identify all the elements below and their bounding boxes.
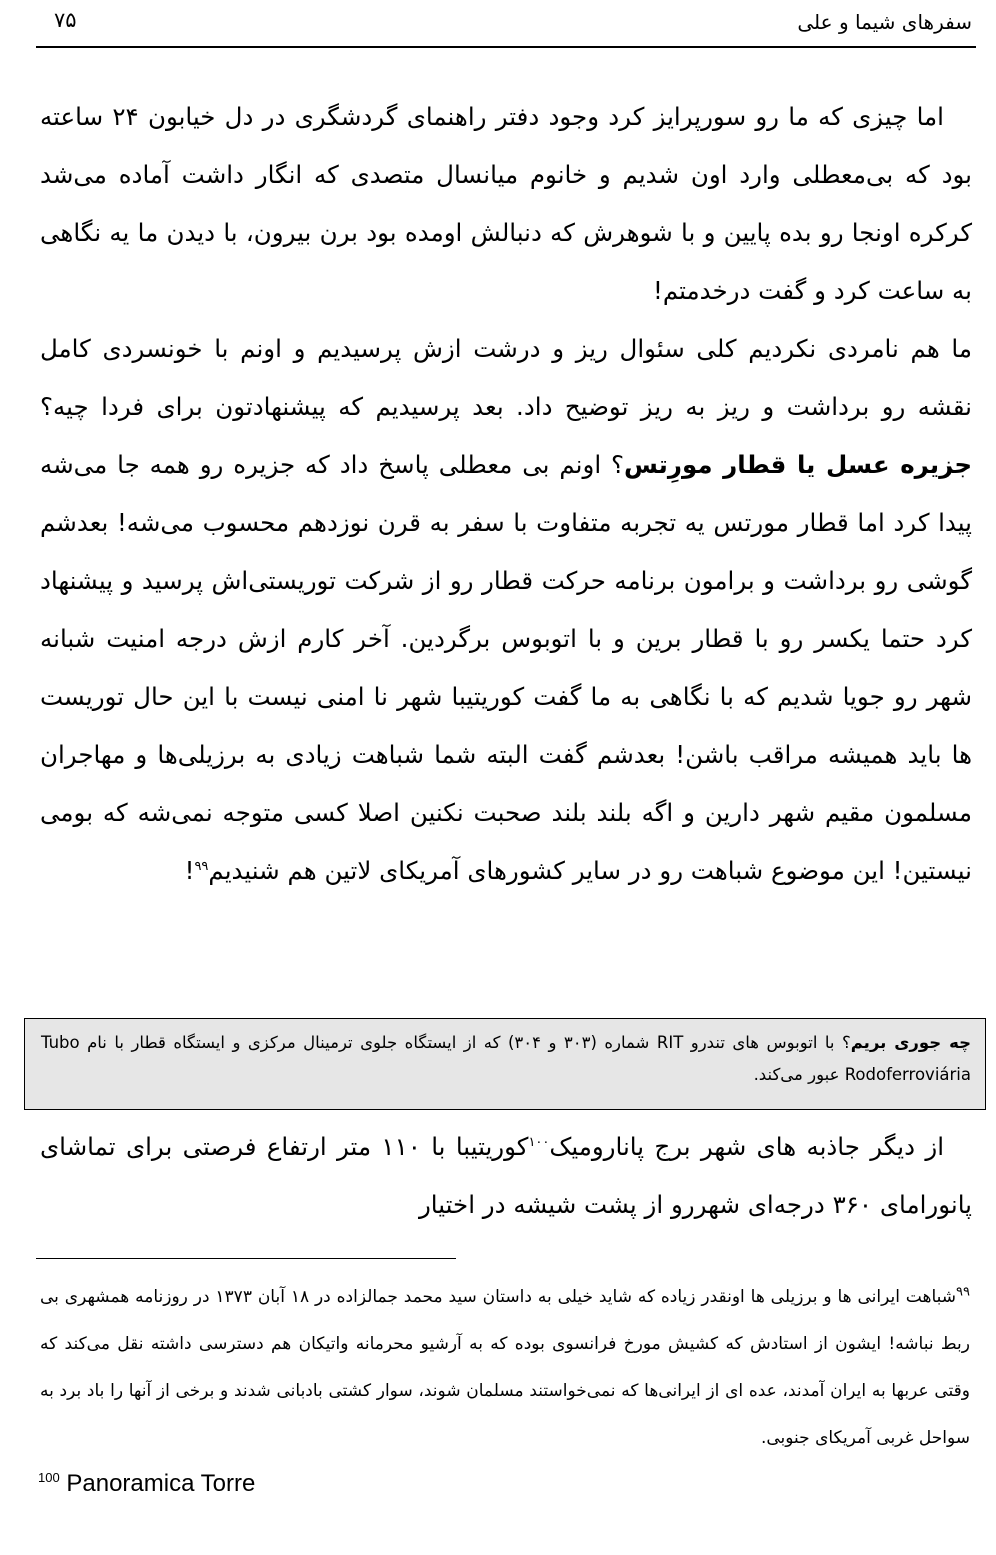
paragraph-1	[40, 88, 972, 320]
footnote-99-text: شباهت ایرانی ها و برزیلی ها اونقدر زیاده که شاید خیلی به داستان سید محمد جمالزاده در ۱۸ آبان ۱۳۷۳ در روزنامه همشهری بی ربط نباشه! ایشون از استادش که کشیش مورخ فرانسوی بوده که به آرشیو محرمانه واتیکان هم دسترسی داشته نقل می‌کند که وقتی عربها به ایران آمدند، عده ای از ایرانی‌ها که نمی‌خواستند مسلمان شوند، سوار کشتی بادبانی شدند و برخی از آنها را باد برد به سواحل غربی آمریکای جنوبی.	[40, 1287, 970, 1448]
main-text	[40, 88, 972, 900]
footnote-99	[40, 1274, 970, 1462]
page-header	[36, 0, 976, 48]
paragraph-3-start: از دیگر جاذبه های شهر برج پاناروميک	[549, 1132, 944, 1161]
how-to-go-text: ؟ با اتوبوس های تندرو RIT شماره (۳۰۳ و ۳۰۴) که از ایستگاه جلوی ترمینال مرکزی و ایستگاه قطار با نام Tubo Rodoferroviária عبور می‌کند.	[41, 1033, 971, 1084]
paragraph-3	[40, 1118, 972, 1234]
paragraph-3-end: کوریتیبا با ۱۱۰ متر ارتفاع فرصتی برای تماشای پانورامای ۳۶۰ درجه‌ای شهررو از پشت شیشه در اختیار	[40, 1132, 972, 1219]
footnote-99-mark: ۹۹	[956, 1284, 970, 1300]
page-number: ۷۵	[54, 8, 77, 32]
footnote-ref-100[interactable]: ۱۰۰	[528, 1134, 550, 1150]
bold-question: جزیره عسل یا قطار مورِتس	[624, 450, 972, 479]
book-title: سفرهای شیما و علی	[797, 10, 972, 34]
paragraph-1-text: اما چیزی که ما رو سورپرایز کرد وجود دفتر راهنمای گردشگری در دل خیابون ۲۴ ساعته بود که بی‌معطلی وارد اون شدیم و خانوم میانسال متصدی که انگار داشت آماده می‌شد کرکره اونجا رو بده پایین و با شوهرش که دنبالش اومده بود برن بیرون، با دیدن ما یه نگاهی به ساعت کرد و گفت درخدمتم!	[40, 102, 972, 305]
paragraph-2	[40, 320, 972, 900]
how-to-go-box	[24, 1018, 986, 1110]
paragraph-2-start: ما هم نامردی نکردیم کلی سئوال ریز و درشت ازش پرسیدیم و اونم با خونسردی کامل نقشه رو برداشت و ریز به ریز توضیح داد. بعد پرسیدیم که پیشنهادتون برای فردا چیه؟	[40, 334, 972, 421]
how-to-go-label: چه جوری بریم	[850, 1033, 972, 1052]
paragraph-2-end: !	[184, 856, 195, 885]
footnote-100-text: Panoramica Torre	[59, 1470, 256, 1497]
footnote-100-mark: 100	[38, 1470, 60, 1485]
footnote-100	[38, 1470, 255, 1498]
footnote-ref-99[interactable]: ۹۹	[194, 858, 209, 874]
footnote-divider	[36, 1258, 456, 1259]
paragraph-2-middle: ؟ اونم بی معطلی پاسخ داد که جزیره رو همه جا می‌شه پیدا کرد اما قطار مورتس یه تجربه متفاوت با سفر به قرن نوزدهم محسوب می‌شه! بعدشم گوشی رو برداشت و برامون برنامه حرکت قطار رو از شرکت توریستی‌اش پرسید و پیشنهاد کرد حتما یکسر رو با قطار برین و با اتوبوس برگردین. آخر کارم ازش درجه امنیت شبانه شهر رو جویا شدیم که با نگاهی به ما گفت کوریتیبا شهر نا امنی نیست با این حال توریست ها باید همیشه مراقب باشن! بعدشم گفت البته شما شباهت زیادی به برزیلی‌ها و مهاجران مسلمون مقیم شهر دارین و اگه بلند بلند صحبت نکنین اصلا کسی متوجه نمی‌شه که بومی نیستین! این موضوع شباهت رو در سایر کشورهای آمریکای لاتین هم شنیدیم	[40, 450, 972, 885]
paragraph-2-text	[40, 320, 972, 900]
